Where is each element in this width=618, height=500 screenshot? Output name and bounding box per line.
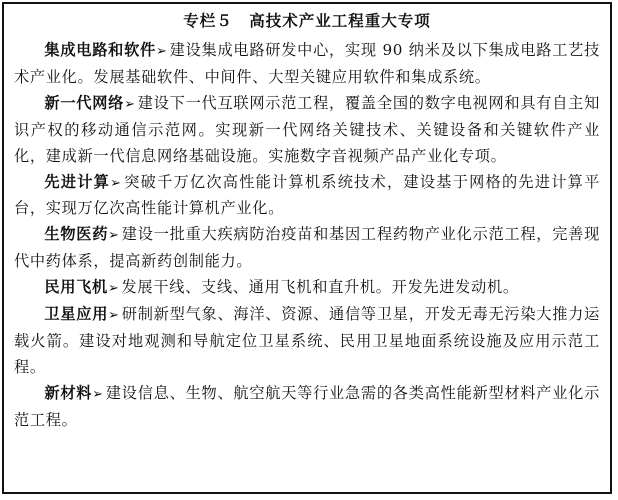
section-integrated-circuits bbox=[14, 38, 600, 91]
arrow-icon: ➢ bbox=[108, 228, 120, 244]
arrow-icon: ➢ bbox=[108, 308, 120, 324]
section-new-materials bbox=[14, 381, 600, 434]
section-text: 建设一批重大疾病防治疫苗和基因工程药物产业化示范工程，完善现代中药体系，提高新药创制能力。 bbox=[14, 225, 600, 271]
section-heading: 新材料 bbox=[44, 383, 93, 402]
section-text: 突破千万亿次高性能计算机系统技术，建设基于网格的先进计算平台，实现万亿次高性能计算机产业化。 bbox=[14, 172, 600, 218]
section-heading: 新一代网络 bbox=[44, 93, 125, 112]
arrow-icon: ➢ bbox=[107, 281, 120, 297]
section-text: 建设信息、生物、航空航天等行业急需的各类高性能新型材料产业化示范工程。 bbox=[14, 383, 600, 429]
arrow-icon: ➢ bbox=[92, 386, 104, 402]
section-heading: 卫星应用 bbox=[44, 305, 109, 324]
section-satellite-applications bbox=[14, 302, 600, 381]
section-civil-aircraft bbox=[14, 275, 600, 302]
section-text: 建设集成电路研发中心，实现 90 纳米及以下集成电路工艺技术产业化。发展基础软件、中间件、大型关键应用软件和集成系统。 bbox=[14, 41, 600, 86]
section-text: 发展干线、支线、通用飞机和直升机。开发先进发动机。 bbox=[121, 278, 519, 297]
arrow-icon: ➢ bbox=[124, 96, 136, 112]
section-advanced-computing bbox=[14, 170, 600, 223]
section-heading: 先进计算 bbox=[44, 172, 111, 191]
section-heading: 生物医药 bbox=[44, 225, 109, 244]
column-box bbox=[2, 2, 612, 494]
section-text: 研制新型气象、海洋、资源、通信等卫星，开发无毒无污染大推力运载火箭。建设对地观测和导航定位卫星系统、民用卫星地面系统设施及应用示范工程。 bbox=[14, 305, 600, 376]
section-text: 建设下一代互联网示范工程，覆盖全国的数字电视网和具有自主知识产权的移动通信示范网。实现新一代网络关键技术、关键设备和关键软件产业化，建成新一代信息网络基础设施。实施数字音视频产品产业化专项。 bbox=[14, 93, 600, 165]
section-next-gen-network bbox=[14, 91, 600, 170]
column-body bbox=[4, 38, 610, 434]
section-heading: 民用飞机 bbox=[44, 278, 108, 297]
column-title: 专栏５ 高技术产业工程重大专项 bbox=[183, 12, 431, 30]
arrow-icon: ➢ bbox=[110, 175, 122, 191]
arrow-icon: ➢ bbox=[155, 44, 168, 59]
section-biomedicine bbox=[14, 222, 600, 275]
section-heading: 集成电路和软件 bbox=[44, 41, 156, 59]
